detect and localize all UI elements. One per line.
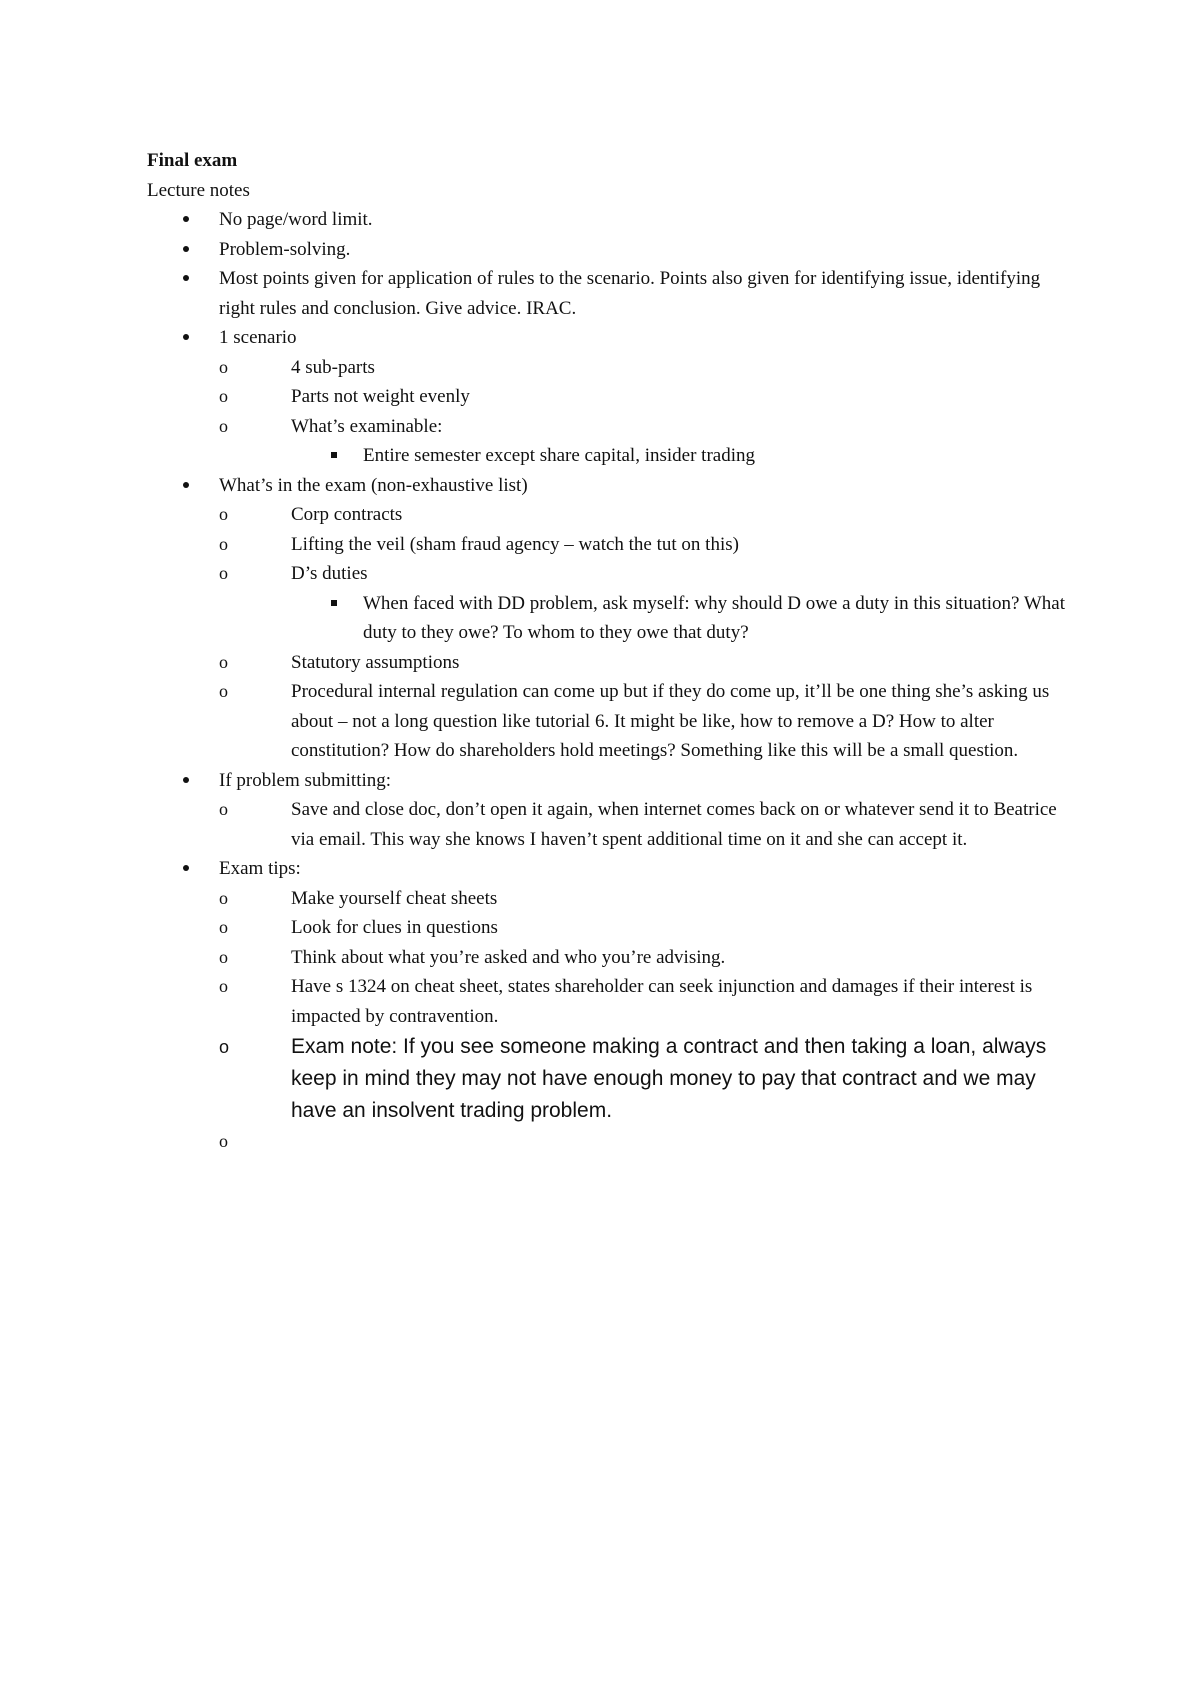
sub-sub-list-item [291,441,1067,471]
bullet-icon [183,323,203,353]
sub-list-item [219,677,1067,766]
circle-bullet-icon: o [219,386,228,406]
square-bullet-icon [331,589,351,619]
circle-bullet-icon: o [219,799,228,819]
document-content [147,146,1067,1163]
sub-sub-list-item-text: When faced with DD problem, ask myself: why should D owe a duty in this situation? What duty to they owe? To whom to they owe that duty? [363,592,1065,643]
sub-list-item [219,1127,1067,1163]
bullet-icon [183,471,203,501]
sub-list-item-text: D’s duties [291,563,368,584]
document-subtitle: Lecture notes [147,179,250,201]
sub-list-item-text: Parts not weight evenly [291,386,470,407]
sub-list-item [219,913,1067,943]
bullet-icon [183,205,203,235]
sub-list-item [219,353,1067,383]
sub-list-item [219,382,1067,412]
sub-list [219,500,1067,766]
sub-list-item-text: 4 sub-parts [291,356,375,378]
sub-list-item [219,884,1067,914]
sub-list-item-text: Exam note: If you see someone making a contract and then taking a loan, always keep in mind they may not have enough money to pay that contract and we may have an insolvent trading problem. [291,1035,1047,1122]
list-item [147,854,1067,1163]
sub-list-item-text: What’s examinable: [291,415,443,437]
list-item [147,264,1067,323]
sub-list-item [219,530,1067,560]
sub-list-item [219,559,1067,648]
sub-list-item [219,943,1067,973]
circle-bullet-icon: o [219,946,228,967]
sub-sub-list [291,589,1067,648]
bullet-icon [183,235,203,265]
list-item [147,471,1067,766]
sub-list-item [219,500,1067,530]
list-item [147,235,1067,265]
circle-bullet-icon: o [219,1131,228,1151]
list-item-text: If problem submitting: [219,769,392,791]
list-item-text: Problem-solving. [219,238,351,260]
sub-list-item [219,1031,1067,1127]
circle-bullet-icon: o [219,917,228,937]
sub-list-item-text: Statutory assumptions [291,651,460,673]
sub-list-item-text: Have s 1324 on cheat sheet, states shareholder can seek injunction and damages if their interest is impacted by contravention. [291,976,1033,1027]
circle-bullet-icon: o [219,976,228,996]
sub-list [219,353,1067,471]
list-item-text: 1 scenario [219,327,297,348]
sub-list-item [219,972,1067,1031]
sub-sub-list-item [291,589,1067,648]
list-item [147,205,1067,235]
circle-bullet-icon: o [219,1037,230,1057]
list-item-text: No page/word limit. [219,209,373,230]
bullet-icon [183,854,203,884]
sub-list-item [219,412,1067,471]
circle-bullet-icon: o [219,504,228,524]
circle-bullet-icon: o [219,563,228,583]
sub-list-item-text: Save and close doc, don’t open it again, when internet comes back on or whatever send it to Beatrice via email. This way she knows I haven’t spent additional time on it and she can accept it. [291,799,1057,850]
circle-bullet-icon: o [219,887,228,908]
list-item-text: What’s in the exam (non-exhaustive list) [219,474,528,496]
sub-list [219,884,1067,1164]
list-item [147,323,1067,471]
sub-list-item-text: Look for clues in questions [291,917,498,938]
bullet-list [147,205,1067,1163]
square-bullet-icon [331,441,351,471]
sub-list-item-text: Make yourself cheat sheets [291,887,498,909]
sub-list-item-text: Think about what you’re asked and who you’re advising. [291,946,726,968]
circle-bullet-icon: o [219,533,228,554]
bullet-icon [183,264,203,294]
circle-bullet-icon: o [219,356,228,377]
list-item-text: Exam tips: [219,858,301,879]
list-item [147,766,1067,855]
sub-list-item [219,648,1067,678]
document-title: Final exam [147,150,238,171]
sub-list-item-text: Corp contracts [291,504,403,525]
bullet-icon [183,766,203,796]
circle-bullet-icon: o [219,651,228,672]
list-item-text: Most points given for application of rules to the scenario. Points also given for identifying issue, identifying right rules and conclusion. Give advice. IRAC. [219,268,1041,319]
circle-bullet-icon: o [219,415,228,436]
sub-list-item-text: Lifting the veil (sham fraud agency – watch the tut on this) [291,533,739,555]
sub-sub-list-item-text: Entire semester except share capital, insider trading [363,445,755,466]
sub-sub-list [291,441,1067,471]
circle-bullet-icon: o [219,681,228,701]
sub-list-item [219,795,1067,854]
sub-list-item-text: Procedural internal regulation can come up but if they do come up, it’ll be one thing she’s asking us about – not a long question like tutorial 6. It might be like, how to remove a D? How to alter constitution? How do shareholders hold meetings? Something like this will be a small question. [291,681,1050,761]
sub-list [219,795,1067,854]
